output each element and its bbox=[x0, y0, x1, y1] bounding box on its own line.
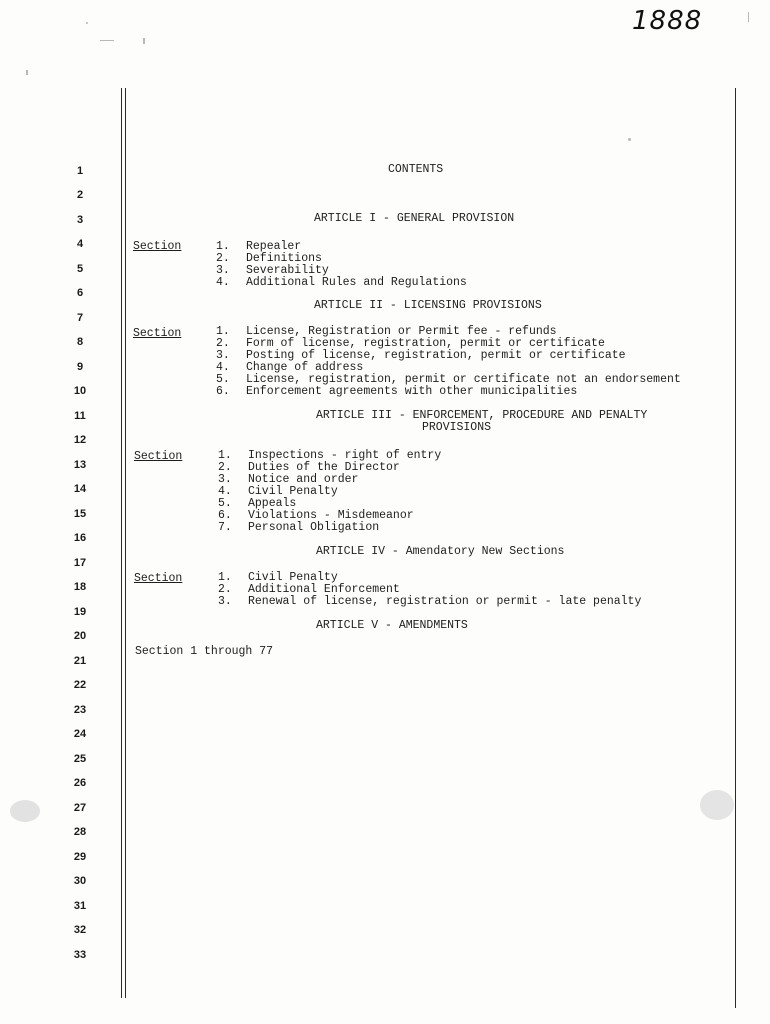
item-number: 5. bbox=[216, 373, 230, 386]
item-text: Civil Penalty bbox=[248, 571, 338, 584]
item-number: 4. bbox=[218, 485, 232, 498]
line-number: 29 bbox=[73, 851, 87, 863]
line-number: 14 bbox=[73, 483, 87, 495]
item-text: Appeals bbox=[248, 497, 297, 510]
line-number: 1 bbox=[76, 165, 84, 177]
article-heading: ARTICLE I - GENERAL PROVISION bbox=[314, 212, 515, 225]
item-number: 2. bbox=[216, 252, 230, 265]
item-number: 2. bbox=[218, 461, 232, 474]
item-text: Repealer bbox=[246, 240, 302, 253]
line-number: 8 bbox=[76, 336, 84, 348]
item-number: 1. bbox=[218, 571, 232, 584]
left-margin-rule bbox=[121, 88, 122, 998]
line-number: 2 bbox=[76, 189, 84, 201]
item-number: 3. bbox=[218, 473, 232, 486]
item-text: License, registration, permit or certificate not an endorsement bbox=[246, 373, 681, 386]
line-number: 6 bbox=[76, 287, 84, 299]
item-text: Violations - Misdemeanor bbox=[248, 509, 414, 522]
line-number: 25 bbox=[73, 753, 87, 765]
item-number: 6. bbox=[218, 509, 232, 522]
item-text: Duties of the Director bbox=[248, 461, 400, 474]
item-text: Change of address bbox=[246, 361, 364, 374]
item-number: 3. bbox=[216, 349, 230, 362]
item-text: Personal Obligation bbox=[248, 521, 380, 534]
line-number: 5 bbox=[76, 263, 84, 275]
article-body: Section 1 through 77 bbox=[135, 645, 274, 658]
line-number: 15 bbox=[73, 508, 87, 520]
line-number: 12 bbox=[73, 434, 87, 446]
item-number: 1. bbox=[218, 449, 232, 462]
section-label: Section bbox=[134, 450, 183, 463]
item-text: Enforcement agreements with other municipalities bbox=[246, 385, 578, 398]
item-number: 6. bbox=[216, 385, 230, 398]
item-text: Form of license, registration, permit or certificate bbox=[246, 337, 605, 350]
item-number: 7. bbox=[218, 521, 232, 534]
item-text: Civil Penalty bbox=[248, 485, 338, 498]
line-number: 20 bbox=[73, 630, 87, 642]
line-number: 33 bbox=[73, 949, 87, 961]
item-number: 3. bbox=[216, 264, 230, 277]
line-number: 3 bbox=[76, 214, 84, 226]
line-number: 24 bbox=[73, 728, 87, 740]
section-label: Section bbox=[133, 327, 182, 340]
line-number: 18 bbox=[73, 581, 87, 593]
section-label: Section bbox=[133, 240, 182, 253]
line-number: 23 bbox=[73, 704, 87, 716]
item-number: 1. bbox=[216, 325, 230, 338]
item-number: 2. bbox=[218, 583, 232, 596]
right-margin-rule bbox=[735, 88, 736, 1008]
item-number: 4. bbox=[216, 276, 230, 289]
line-number: 30 bbox=[73, 875, 87, 887]
item-text: Severability bbox=[246, 264, 329, 277]
item-text: Renewal of license, registration or permit - late penalty bbox=[248, 595, 642, 608]
item-text: Posting of license, registration, permit or certificate bbox=[246, 349, 626, 362]
item-text: Notice and order bbox=[248, 473, 359, 486]
article-heading: ARTICLE III - ENFORCEMENT, PROCEDURE AND PENALTY bbox=[316, 409, 648, 422]
article-heading: ARTICLE IV - Amendatory New Sections bbox=[316, 545, 565, 558]
line-number: 21 bbox=[73, 655, 87, 667]
line-number: 16 bbox=[73, 532, 87, 544]
article-heading: ARTICLE II - LICENSING PROVISIONS bbox=[314, 299, 542, 312]
item-text: Additional Enforcement bbox=[248, 583, 400, 596]
item-text: Definitions bbox=[246, 252, 322, 265]
line-number: 32 bbox=[73, 924, 87, 936]
line-number: 7 bbox=[76, 312, 84, 324]
line-number: 17 bbox=[73, 557, 87, 569]
page-title: CONTENTS bbox=[388, 163, 444, 176]
line-number: 10 bbox=[73, 385, 87, 397]
item-text: Additional Rules and Regulations bbox=[246, 276, 467, 289]
handwritten-page-number: 1888 bbox=[632, 6, 703, 36]
line-number: 9 bbox=[76, 361, 84, 373]
line-number: 27 bbox=[73, 802, 87, 814]
article-heading: ARTICLE V - AMENDMENTS bbox=[316, 619, 468, 632]
line-number: 31 bbox=[73, 900, 87, 912]
left-margin-rule-2 bbox=[125, 88, 126, 998]
line-number: 22 bbox=[73, 679, 87, 691]
item-text: License, Registration or Permit fee - refunds bbox=[246, 325, 557, 338]
article-heading-continued: PROVISIONS bbox=[422, 421, 492, 434]
item-number: 1. bbox=[216, 240, 230, 253]
item-number: 2. bbox=[216, 337, 230, 350]
section-label: Section bbox=[134, 572, 183, 585]
line-number: 4 bbox=[76, 238, 84, 250]
line-number: 13 bbox=[73, 459, 87, 471]
line-number: 11 bbox=[74, 410, 86, 422]
line-number: 26 bbox=[73, 777, 87, 789]
item-number: 5. bbox=[218, 497, 232, 510]
line-number: 28 bbox=[73, 826, 87, 838]
line-number: 19 bbox=[73, 606, 87, 618]
item-number: 3. bbox=[218, 595, 232, 608]
item-text: Inspections - right of entry bbox=[248, 449, 442, 462]
item-number: 4. bbox=[216, 361, 230, 374]
